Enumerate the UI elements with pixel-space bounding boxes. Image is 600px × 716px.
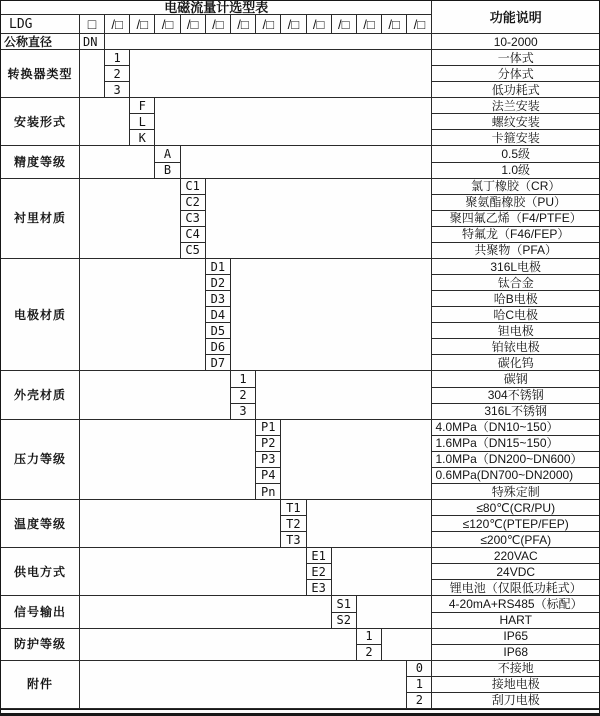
- row-label-liner-material: 衬里材质: [1, 179, 80, 259]
- table-title: 电磁流量计选型表: [1, 1, 432, 15]
- row-label-pressure-rating: 压力等级: [1, 420, 80, 500]
- option-code: D7: [206, 355, 231, 371]
- option-description: 10-2000: [432, 34, 599, 50]
- option-code: 0: [407, 661, 432, 677]
- option-code: D6: [206, 339, 231, 355]
- row-label-protection-rating: 防护等级: [1, 629, 80, 661]
- option-description: 碳钢: [432, 371, 599, 387]
- option-code: T1: [281, 500, 306, 516]
- option-code: P3: [256, 452, 281, 468]
- option-description: 铂铱电极: [432, 339, 599, 355]
- row-label-temperature-rating: 温度等级: [1, 500, 80, 548]
- option-code: P2: [256, 436, 281, 452]
- spacer-cell: [80, 98, 130, 146]
- option-code: E2: [307, 564, 332, 580]
- option-description: 1.6MPa（DN15~150）: [432, 436, 599, 452]
- option-description: 特氟龙（F46/FEP）: [432, 227, 599, 243]
- option-description: 0.6MPa(DN700~DN2000): [432, 468, 599, 484]
- option-code: 2: [105, 66, 130, 82]
- model-code-box: □: [80, 15, 105, 34]
- row-label-accessories: 附件: [1, 661, 80, 709]
- spacer-cell: [256, 371, 432, 419]
- spacer-cell: [357, 596, 433, 628]
- option-description: 不接地: [432, 661, 599, 677]
- option-code: Pn: [256, 484, 281, 500]
- option-description: 碳化钨: [432, 355, 599, 371]
- spacer-cell: [80, 371, 231, 419]
- row-label-housing-material: 外壳材质: [1, 371, 80, 419]
- spacer-cell: [80, 500, 281, 548]
- option-description: 304不锈钢: [432, 388, 599, 404]
- row-label-converter-type: 转换器类型: [1, 50, 80, 98]
- spacer-cell: [307, 500, 433, 548]
- option-description: ≤80℃(CR/PU): [432, 500, 599, 516]
- option-description: 共聚物（PFA）: [432, 243, 599, 259]
- function-column-header: 功能说明: [432, 1, 599, 34]
- option-description: 哈C电极: [432, 307, 599, 323]
- option-description: 特殊定制: [432, 484, 599, 500]
- spacer-cell: [206, 179, 433, 259]
- option-description: 24VDC: [432, 564, 599, 580]
- spacer-cell: [80, 50, 105, 98]
- spacer-cell: [80, 420, 256, 500]
- spacer-cell: [80, 259, 206, 372]
- option-description: 哈B电极: [432, 291, 599, 307]
- option-code: L: [130, 114, 155, 130]
- option-code: D2: [206, 275, 231, 291]
- option-description: 0.5级: [432, 146, 599, 162]
- model-code-slot: /□: [105, 15, 130, 34]
- row-label-nominal-diameter: 公称直径: [1, 34, 80, 50]
- option-description: 聚四氟乙烯（F4/PTFE）: [432, 211, 599, 227]
- option-code: C3: [181, 211, 206, 227]
- option-description: ≤120℃(PTEP/FEP): [432, 516, 599, 532]
- option-description: 分体式: [432, 66, 599, 82]
- option-code: 1: [407, 677, 432, 693]
- option-code: S2: [332, 613, 357, 629]
- option-code: P1: [256, 420, 281, 436]
- option-description: 刮刀电极: [432, 693, 599, 709]
- option-code: 2: [231, 388, 256, 404]
- row-label-installation-type: 安装形式: [1, 98, 80, 146]
- option-code: D5: [206, 323, 231, 339]
- option-description: 钽电极: [432, 323, 599, 339]
- spacer-cell: [130, 50, 432, 98]
- option-code: 3: [105, 82, 130, 98]
- option-description: HART: [432, 613, 599, 629]
- model-prefix: LDG: [1, 15, 80, 34]
- option-code: T2: [281, 516, 306, 532]
- model-code-slot: /□: [281, 15, 306, 34]
- option-code: P4: [256, 468, 281, 484]
- spacer-cell: [80, 179, 181, 259]
- spacer-cell: [181, 146, 433, 178]
- model-code-slot: /□: [407, 15, 432, 34]
- spacer-cell: [80, 146, 155, 178]
- row-label-signal-output: 信号输出: [1, 596, 80, 628]
- spacer-cell: [80, 548, 307, 596]
- option-description: 4.0MPa（DN10~150）: [432, 420, 599, 436]
- spacer-cell: [105, 34, 432, 50]
- option-description: 低功耗式: [432, 82, 599, 98]
- option-code: 3: [231, 404, 256, 420]
- option-description: 接地电极: [432, 677, 599, 693]
- model-code-slot: /□: [357, 15, 382, 34]
- option-code: 1: [231, 371, 256, 387]
- model-code-slot: /□: [206, 15, 231, 34]
- model-code-slot: /□: [181, 15, 206, 34]
- option-description: 螺纹安装: [432, 114, 599, 130]
- option-code: F: [130, 98, 155, 114]
- model-code-slot: /□: [332, 15, 357, 34]
- option-code: S1: [332, 596, 357, 612]
- option-description: 法兰安装: [432, 98, 599, 114]
- option-description: 氯丁橡胶（CR）: [432, 179, 599, 195]
- spacer-cell: [80, 661, 407, 709]
- option-code: C2: [181, 195, 206, 211]
- option-description: IP65: [432, 629, 599, 645]
- option-description: 1.0MPa（DN200~DN600）: [432, 452, 599, 468]
- option-code: C5: [181, 243, 206, 259]
- row-label-accuracy-class: 精度等级: [1, 146, 80, 178]
- option-description: 锂电池（仅限低功耗式）: [432, 580, 599, 596]
- spacer-cell: [332, 548, 433, 596]
- option-description: 316L电极: [432, 259, 599, 275]
- option-code: D3: [206, 291, 231, 307]
- model-code-slot: /□: [130, 15, 155, 34]
- option-description: 4-20mA+RS485（标配）: [432, 596, 599, 612]
- option-code: 2: [357, 645, 382, 661]
- option-description: 一体式: [432, 50, 599, 66]
- spacer-cell: [155, 98, 432, 146]
- spacer-cell: [231, 259, 433, 372]
- bottom-border-strip: [1, 709, 599, 713]
- option-code: DN: [80, 34, 105, 50]
- option-code: E3: [307, 580, 332, 596]
- option-code: T3: [281, 532, 306, 548]
- option-description: 316L不锈钢: [432, 404, 599, 420]
- model-code-slot: /□: [256, 15, 281, 34]
- model-code-slot: /□: [155, 15, 180, 34]
- model-code-slot: /□: [231, 15, 256, 34]
- option-code: B: [155, 163, 180, 179]
- option-description: 钛合金: [432, 275, 599, 291]
- row-label-electrode-material: 电极材质: [1, 259, 80, 372]
- option-code: 2: [407, 693, 432, 709]
- option-description: 1.0级: [432, 163, 599, 179]
- option-code: 1: [357, 629, 382, 645]
- option-code: C1: [181, 179, 206, 195]
- option-code: A: [155, 146, 180, 162]
- spacer-cell: [80, 629, 357, 661]
- row-label-power-supply: 供电方式: [1, 548, 80, 596]
- model-code-slot: /□: [307, 15, 332, 34]
- option-code: K: [130, 130, 155, 146]
- option-description: ≤200℃(PFA): [432, 532, 599, 548]
- option-code: D1: [206, 259, 231, 275]
- spacer-cell: [281, 420, 432, 500]
- model-code-slot: /□: [382, 15, 407, 34]
- option-code: D4: [206, 307, 231, 323]
- spacer-cell: [80, 596, 332, 628]
- spacer-cell: [382, 629, 432, 661]
- option-code: C4: [181, 227, 206, 243]
- option-description: IP68: [432, 645, 599, 661]
- option-description: 卡箍安装: [432, 130, 599, 146]
- option-code: E1: [307, 548, 332, 564]
- option-code: 1: [105, 50, 130, 66]
- option-description: 220VAC: [432, 548, 599, 564]
- option-description: 聚氨酯橡胶（PU）: [432, 195, 599, 211]
